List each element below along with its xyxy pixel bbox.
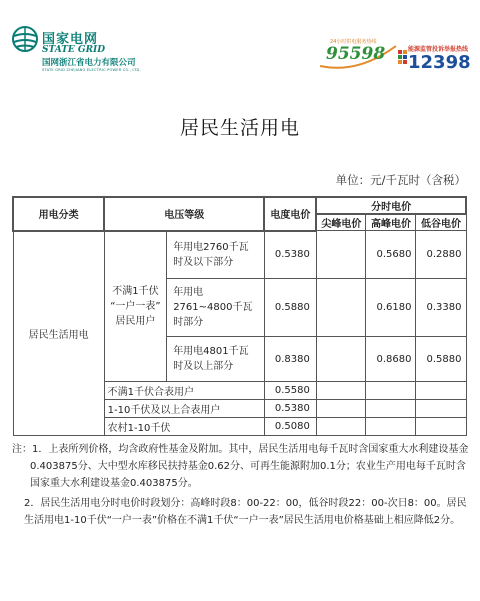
price-table xyxy=(12,196,467,436)
header-voltage: 电压等级 xyxy=(104,197,264,231)
brand-en: STATE GRID xyxy=(42,45,106,55)
price-cell: 0.5380 xyxy=(264,400,316,418)
price-cell: 0.5880 xyxy=(264,279,316,337)
company-en: STATE GRID ZHEJIANG ELECTRIC POWER CO., LTD. xyxy=(42,68,141,72)
note-2: 2．居民生活用电分时电价时段划分：高峰时段8：00-22：00，低谷时段22：00-次日8：00。居民生活用电1-10千伏“一户一表”价格在不满1千伏“一户一表”居民生活用电价格基础上相应降低2分。 xyxy=(24,498,467,526)
price-cell: 0.8380 xyxy=(264,337,316,382)
report-number: 12398 xyxy=(408,52,471,73)
state-grid-emblem-icon xyxy=(12,26,38,52)
hotline-tag: 24小时供电服务热线 xyxy=(330,39,377,45)
low-cell: 0.2880 xyxy=(416,231,466,279)
high-cell: 0.5680 xyxy=(366,231,416,279)
voltage-cell: 农村1-10千伏 xyxy=(104,418,264,436)
price-cell: 0.5580 xyxy=(264,382,316,400)
header-category: 用电分类 xyxy=(13,197,104,231)
tier-cell: 年用电2761~4800千瓦时部分 xyxy=(167,279,265,337)
hotline-number: 95598 xyxy=(326,44,386,64)
tier-cell: 年用电2760千瓦时及以下部分 xyxy=(167,231,265,279)
high-cell: 0.6180 xyxy=(366,279,416,337)
unit-label: 单位：元/千瓦时（含税） xyxy=(335,173,466,187)
peak-cell xyxy=(316,337,366,382)
note-1: 注：1．上表所列价格，均含政府性基金及附加。其中，居民生活用电每千瓦时含国家重大水利建设基金0.403875分、大中型水库移民扶持基金0.62分、可再生能源附加0.1分；农业生产用电每千瓦时含国家重大水利建设基金0.403875分。 xyxy=(12,444,469,489)
notes-section xyxy=(12,441,470,529)
table-row xyxy=(13,231,466,279)
page-title: 居民生活用电 xyxy=(179,117,300,139)
peak-cell xyxy=(316,279,366,337)
voltage-cell: 1-10千伏及以上合表用户 xyxy=(104,400,264,418)
brand-cn: 国家电网 xyxy=(42,32,99,47)
header-high: 高峰电价 xyxy=(366,214,416,231)
low-cell: 0.5880 xyxy=(416,337,466,382)
report-tag: 能源监管投诉举报热线 xyxy=(408,46,469,53)
peak-cell xyxy=(316,231,366,279)
state-grid-logo xyxy=(12,26,162,74)
header-price: 电度电价 xyxy=(264,197,316,231)
hotline-logos xyxy=(316,38,471,74)
company-cn: 国网浙江省电力有限公司 xyxy=(42,58,136,68)
high-cell: 0.8680 xyxy=(366,337,416,382)
tier-cell: 年用电4801千瓦时及以上部分 xyxy=(167,337,265,382)
voltage-cell: 不满1千伏合表用户 xyxy=(104,382,264,400)
header-low: 低谷电价 xyxy=(416,214,466,231)
low-cell: 0.3380 xyxy=(416,279,466,337)
header-tou: 分时电价 xyxy=(316,197,466,214)
category-cell: 居民生活用电 xyxy=(13,231,104,436)
price-cell: 0.5380 xyxy=(264,231,316,279)
report-bars-icon xyxy=(398,50,407,68)
price-cell: 0.5080 xyxy=(264,418,316,436)
voltage-group-cell: 不满1千伏 “一户一表” 居民用户 xyxy=(104,231,167,382)
header-peak: 尖峰电价 xyxy=(316,214,366,231)
